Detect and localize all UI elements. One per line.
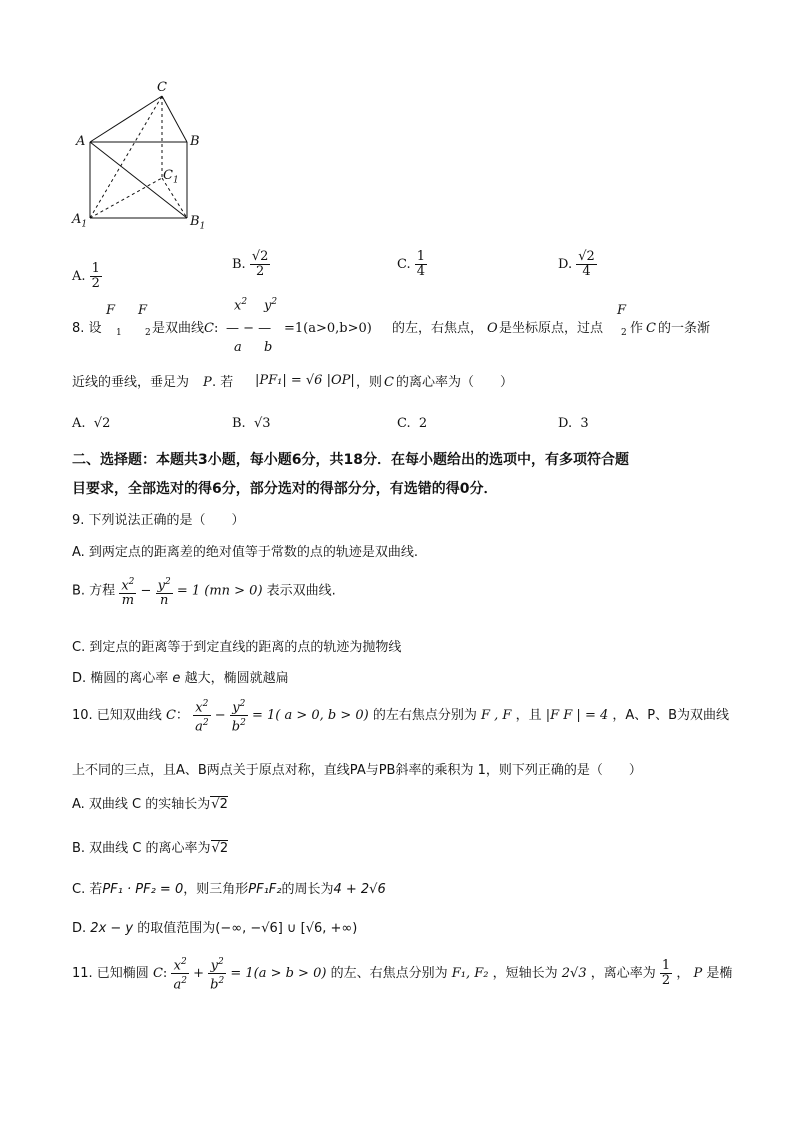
label-C1: $C_1$ — [163, 168, 179, 186]
q8-option-b[interactable]: B. √3 — [232, 416, 271, 431]
q7-option-c[interactable]: C. $\frac{1}{4}$ — [397, 249, 426, 279]
q8-b: b — [264, 340, 273, 355]
q9-option-c[interactable]: C. 到定点的距离等于到定直线的距离的点的轨迹为抛物线 — [72, 640, 402, 655]
q8-text4: 作 — [630, 321, 644, 336]
q7-option-d[interactable]: D. $\frac{√2}{4}$ — [558, 249, 595, 279]
q7-option-a[interactable]: A. $\frac{1}{2}$ — [72, 261, 100, 291]
q8-C3: C — [384, 375, 394, 390]
q8-colon: : — [214, 321, 219, 336]
q8-fraction-bars: — − — — [226, 321, 272, 336]
q8-text1: 是双曲线 — [152, 321, 205, 336]
q8-cond2: |PF₁| = √6 |OP| — [255, 373, 355, 388]
q8-P: P — [203, 375, 212, 390]
q8-C: C — [204, 321, 214, 336]
q9-option-a[interactable]: A. 到两定点的距离差的绝对值等于常数的点的轨迹是双曲线. — [72, 545, 419, 560]
q8-F2b: F — [617, 303, 627, 318]
label-A: A — [76, 134, 86, 149]
q8-text5: 的一条渐 — [658, 321, 711, 336]
q9-option-d[interactable]: D. 椭圆的离心率 e 越大，椭圆就越扁 — [72, 671, 289, 686]
q10-option-c[interactable]: C. 若PF₁ · PF₂ = 0，则三角形PF₁F₂的周长为4 + 2√6 — [72, 882, 386, 897]
q10-stem: 10. 已知双曲线 C： $\frac{x^2}{a^2}$ − $\frac{y^2}{b^2}$ = 1( a > 0, b > 0) 的左右焦点分别为 F , F ，且 |F F | = 4 ，A、P、B为双曲线 — [72, 699, 730, 735]
q8-number: 8. 设 — [72, 321, 102, 336]
prism-figure — [70, 78, 210, 238]
q10-line2: 上不同的三点，且A、B两点关于原点对称，直线PA与PB斜率的乘积为 1，则下列正确的是（ ） — [72, 763, 642, 778]
section2-line2: 目要求，全部选对的得6分，部分选对的得部分分，有选错的得0分． — [72, 481, 498, 497]
q8-option-c[interactable]: C. 2 — [397, 416, 428, 431]
q8-option-a[interactable]: A. √2 — [72, 416, 111, 431]
q10-option-a[interactable]: A. 双曲线 C 的实轴长为√2 — [72, 797, 228, 812]
q8-line2b: . 若 — [212, 375, 234, 390]
q7-option-b[interactable]: B. $\frac{√2}{2}$ — [232, 249, 269, 279]
q9-stem: 9. 下列说法正确的是（ ） — [72, 513, 245, 528]
q8-C2: C — [646, 321, 656, 336]
q10-option-b[interactable]: B. 双曲线 C 的离心率为√2 — [72, 841, 229, 856]
q8-text2: 的左，右焦点， — [392, 321, 484, 336]
q8-F2: F — [138, 303, 148, 318]
q8-text3: 是坐标原点，过点 — [499, 321, 604, 336]
q10-option-d[interactable]: D. 2x − y 的取值范围为(−∞, −√6] ∪ [√6, +∞) — [72, 921, 358, 936]
q8-O: O — [487, 321, 498, 336]
q8-option-d[interactable]: D. 3 — [558, 416, 589, 431]
q8-y2: $y^2$ — [264, 297, 278, 314]
label-A1: $A_1$ — [72, 212, 88, 230]
q8-a: a — [234, 340, 242, 355]
q11-stem: 11. 已知椭圆 C: $\frac{x^2}{a^2}$ + $\frac{y^2}{b^2}$ = 1(a > b > 0) 的左、右焦点分别为 F₁, F₂ ，短轴长为 2√3 ，离心率为 $\frac{1}{2}$ ， P 是椭 — [72, 957, 733, 993]
q8-x2: $x^2$ — [234, 297, 248, 314]
section2-line1: 二、选择题：本题共3小题，每小题6分，共18分．在每小题给出的选项中，有多项符合题 — [72, 452, 629, 468]
label-B: B — [190, 134, 200, 149]
q8-F2-sub: 2 — [145, 328, 151, 338]
q8-F1: F — [106, 303, 116, 318]
q8-line2d: 的离心率为（ ） — [396, 375, 514, 390]
q8-F2b-sub: 2 — [621, 328, 627, 338]
q8-cond: =1(a>0,b>0) — [284, 321, 372, 336]
q8-line2c: ，则 — [356, 375, 383, 390]
q9-option-b[interactable]: B. 方程 $\frac{x^2}{m}$ − $\frac{y^2}{n}$ = 1 (mn > 0) 表示双曲线. — [72, 577, 336, 609]
label-B1: $B_1$ — [190, 214, 206, 232]
label-C: C — [157, 80, 167, 95]
q8-F1-sub: 1 — [116, 328, 122, 338]
q8-line2a: 近线的垂线，垂足为 — [72, 375, 190, 390]
